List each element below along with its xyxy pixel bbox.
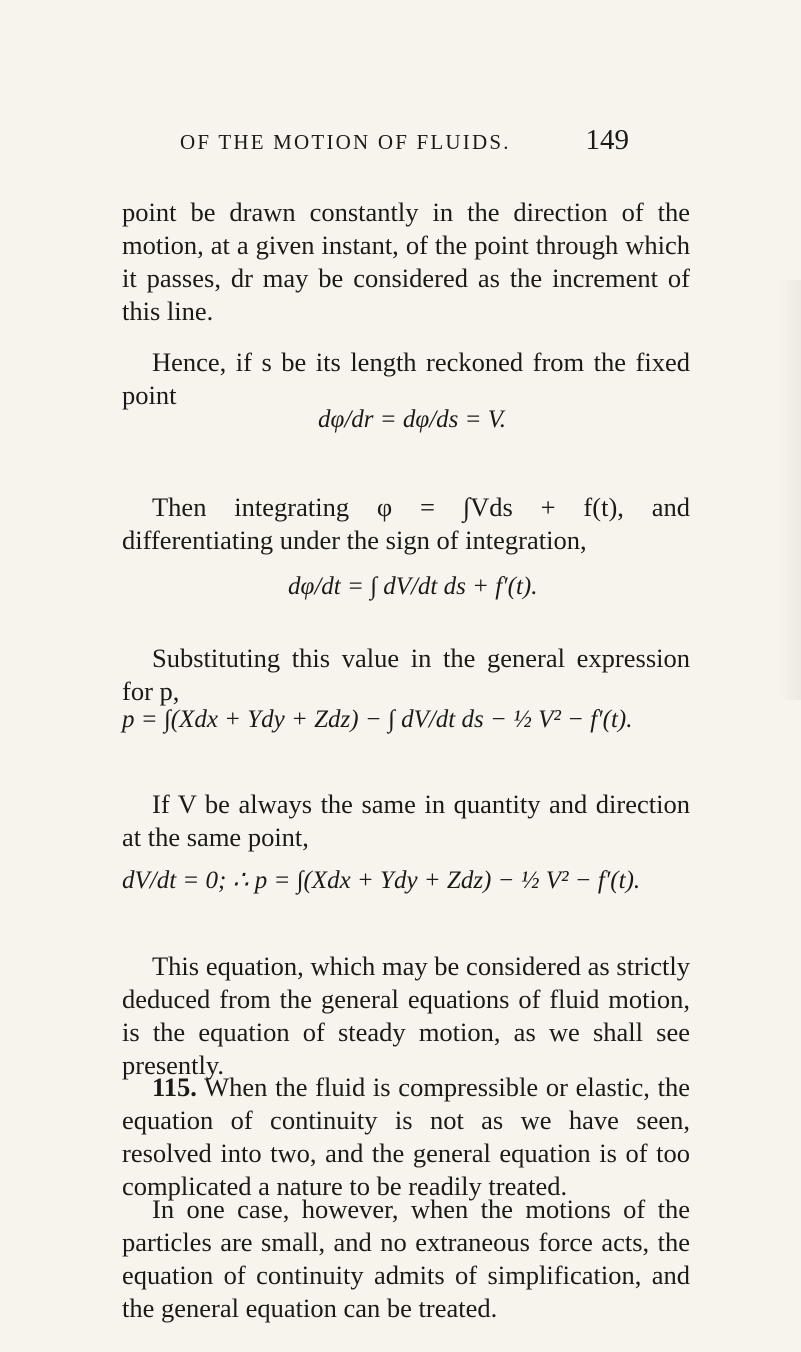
- paragraph-integrating: [122, 491, 690, 557]
- paragraph-text: In one case, however, when the motions of the particles are small, and no extraneous force acts, the equation of continuity admits of simplification, and the general equation can be treated.: [122, 1194, 690, 1323]
- running-head: [0, 124, 801, 170]
- paragraph-text: If V be always the same in quantity and direction at the same point,: [122, 789, 690, 852]
- equation-time-derivative: [288, 573, 537, 601]
- paragraph-text: When the fluid is compressible or elastic, the equation of continuity is not as we have seen, resolved into two, and the general equation is of too complicated a nature to be readily treated.: [122, 1072, 690, 1201]
- equation-text: dφ/dr = dφ/ds = V.: [318, 406, 507, 433]
- section-number: 115.: [152, 1072, 197, 1102]
- paragraph-text: Substituting this value in the general expression for p,: [122, 643, 690, 706]
- paragraph-text: Hence, if s be its length reckoned from the fixed point: [122, 347, 690, 410]
- paragraph-hence: [122, 346, 690, 412]
- equation-velocity-potential: [318, 406, 506, 434]
- paragraph-text: This equation, which may be considered as strictly deduced from the general equations of fluid motion, is the equation of steady motion, as we shall see presently.: [122, 951, 690, 1080]
- equation-text: dV/dt = 0; ∴ p = ∫(Xdx + Ydy + Zdz) − ½ V² − f′(t).: [122, 867, 641, 894]
- paragraph-steady-motion: [122, 950, 690, 1082]
- paragraph-small-motions: [122, 1193, 690, 1325]
- paragraph-text: point be drawn constantly in the direction of the motion, at a given instant, of the point through which it passes, dr may be considered as the increment of this line.: [122, 197, 690, 326]
- running-title: OF THE MOTION OF FLUIDS.: [180, 130, 511, 154]
- equation-pressure-general: [122, 706, 633, 734]
- page-number: 149: [585, 124, 629, 156]
- paragraph-substituting: [122, 642, 690, 708]
- paragraph-text: Then integrating φ = ∫Vds + f(t), and differentiating under the sign of integration,: [122, 492, 690, 555]
- section-115: [122, 1071, 690, 1203]
- equation-steady-pressure: [122, 865, 640, 895]
- equation-text: p = ∫(Xdx + Ydy + Zdz) − ∫ dV/dt ds − ½ V² − f′(t).: [122, 706, 633, 733]
- paragraph-constant-velocity: [122, 788, 690, 854]
- paragraph-continuation: [122, 196, 690, 328]
- page-edge-stain: [779, 280, 801, 700]
- equation-text: dφ/dt = ∫ dV/dt ds + f′(t).: [288, 573, 538, 600]
